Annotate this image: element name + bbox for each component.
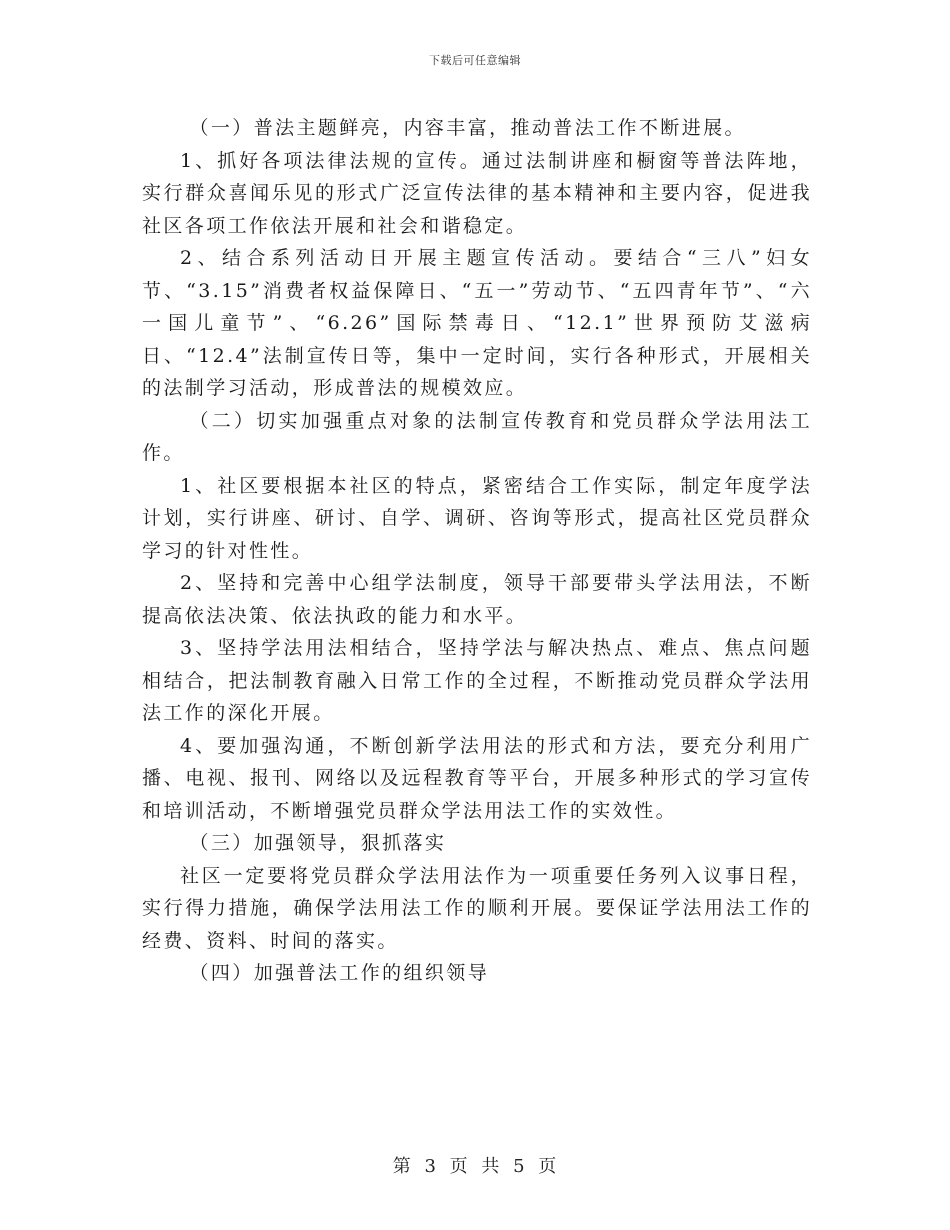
paragraph-item-5: 3、坚持学法用法相结合，坚持学法与解决热点、难点、焦点问题相结合，把法制教育融入日常工作的全过程，不断推动党员群众学法用法工作的深化开展。: [142, 637, 812, 724]
document-body: [142, 112, 812, 990]
paragraph-item-6: 4、要加强沟通，不断创新学法用法的形式和方法，要充分利用广播、电视、报刊、网络以及远程教育等平台，开展多种形式的学习宣传和培训活动，不断增强党员群众学法用法工作的实效性。: [142, 734, 812, 822]
paragraph-item-7: 社区一定要将党员群众学法用法作为一项重要任务列入议事日程，实行得力措施，确保学法用法工作的顺利开展。要保证学法用法工作的经费、资料、时间的落实。: [142, 864, 812, 952]
paragraph-item-2: 2、结合系列活动日开展主题宣传活动。要结合“三八”妇女节、“3.15”消费者权益保障日、“五一”劳动节、“五四青年节”、“六一国儿童节”、“6.26”国际禁毒日、“12.1”世界预防艾滋病日、“12.4”法制宣传日等，集中一定时间，实行各种形式，开展相关的法制学习活动，形成普法的规模效应。: [142, 247, 812, 399]
section-heading-1: （一）普法主题鲜亮，内容丰富，推动普法工作不断进展。: [189, 117, 746, 139]
page-number: 第 3 页 共 5 页: [392, 1156, 558, 1177]
paragraph-item-4: 2、坚持和完善中心组学法制度，领导干部要带头学法用法，不断提高依法决策、依法执政的能力和水平。: [142, 572, 812, 627]
section-heading-4: （四）加强普法工作的组织领导: [189, 962, 490, 984]
paragraph-item-3: 1、社区要根据本社区的特点，紧密结合工作实际，制定年度学法计划，实行讲座、研讨、自学、调研、咨询等形式，提高社区党员群众学习的针对性性。: [142, 474, 812, 562]
paragraph-item-1: 1、抓好各项法律法规的宣传。通过法制讲座和橱窗等普法阵地，实行群众喜闻乐见的形式广泛宣传法律的基本精神和主要内容，促进我社区各项工作依法开展和社会和谐稳定。: [142, 149, 812, 237]
page-header: 下载后可任意编辑: [429, 54, 521, 67]
section-heading-3: （三）加强领导，狠抓落实: [189, 832, 447, 854]
section-heading-2: （二）切实加强重点对象的法制宣传教育和党员群众学法用法工作。: [142, 409, 812, 464]
